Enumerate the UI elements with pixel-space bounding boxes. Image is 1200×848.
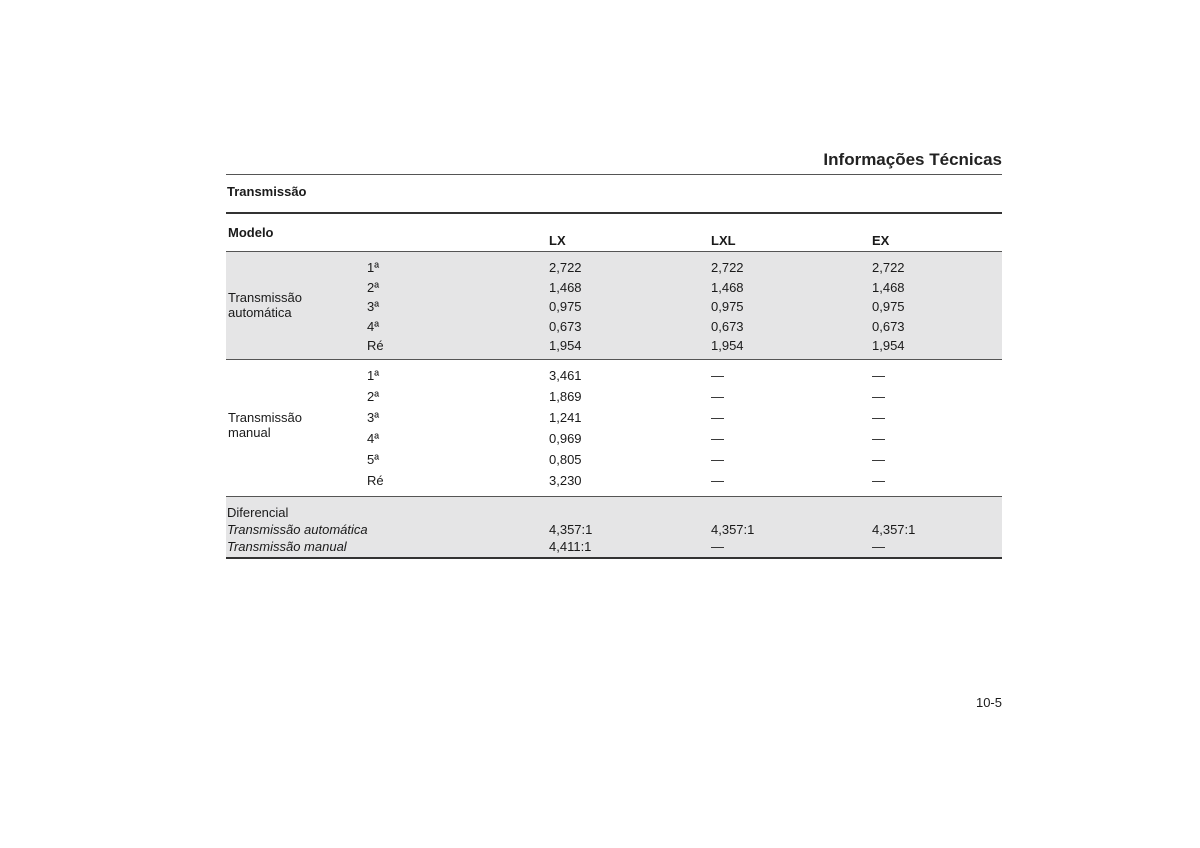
- manual-cell: 0,805: [549, 452, 582, 467]
- automatic-bottom-rule: [226, 359, 1002, 360]
- table-bottom-rule: [226, 557, 1002, 559]
- automatic-cell: 0,673: [872, 318, 905, 334]
- differential-row-label: Transmissão manual: [227, 539, 347, 554]
- manual-cell: 0,969: [549, 431, 582, 446]
- automatic-label-line2: automática: [228, 305, 292, 320]
- manual-cell: —: [711, 452, 724, 467]
- manual-cell: 3,230: [549, 473, 582, 488]
- differential-row-label: Transmissão automática: [227, 522, 368, 537]
- automatic-cell: 1,954: [872, 338, 905, 353]
- automatic-gear-label: 4ª: [367, 318, 380, 334]
- automatic-gear-label: 3ª: [367, 299, 380, 314]
- differential-cell: 4,357:1: [549, 522, 593, 537]
- automatic-cell: 1,468: [711, 279, 744, 295]
- differential-cell: 4,357:1: [872, 522, 916, 537]
- table-top-rule: [226, 212, 1002, 214]
- differential-cell: —: [872, 539, 885, 554]
- manual-cell: —: [872, 368, 885, 383]
- differential-label: Diferencial: [227, 505, 289, 520]
- column-header-ex: EX: [872, 233, 890, 248]
- header-rule: [226, 174, 1002, 175]
- automatic-cell: 1,468: [872, 279, 905, 295]
- automatic-cell: 1,954: [549, 338, 582, 353]
- automatic-cell: 0,673: [711, 318, 744, 334]
- page-number: 10-5: [975, 695, 1002, 710]
- page-header-title: Informações Técnicas: [823, 150, 1002, 169]
- section-title: Transmissão: [227, 184, 307, 199]
- automatic-gear-label: 1ª: [367, 260, 380, 275]
- manual-cell: —: [711, 431, 724, 446]
- differential-cell: 4,357:1: [711, 522, 755, 537]
- automatic-label-line1: Transmissão: [228, 290, 302, 305]
- manual-gear-label: 1ª: [367, 368, 380, 383]
- manual-gear-label: 4ª: [367, 431, 380, 446]
- automatic-gear-label: 2ª: [367, 279, 380, 295]
- manual-cell: —: [872, 452, 885, 467]
- automatic-cell: 2,722: [549, 260, 582, 275]
- automatic-cell: 2,722: [711, 260, 744, 275]
- automatic-cell: 0,673: [549, 318, 582, 334]
- automatic-cell: 1,468: [549, 279, 582, 295]
- manual-gear-label: 2ª: [367, 389, 380, 404]
- automatic-cell: 0,975: [549, 299, 582, 314]
- manual-cell: —: [711, 389, 724, 404]
- manual-label-line2: manual: [228, 425, 271, 440]
- automatic-cell: 2,722: [872, 260, 905, 275]
- manual-cell: —: [711, 368, 724, 383]
- differential-cell: 4,411:1: [549, 539, 592, 554]
- automatic-cell: 0,975: [872, 299, 905, 314]
- manual-gear-label: 3ª: [367, 410, 380, 425]
- automatic-gear-label: Ré: [367, 338, 384, 353]
- differential-cell: —: [711, 539, 724, 554]
- automatic-cell: 1,954: [711, 338, 744, 353]
- manual-cell: —: [711, 410, 724, 425]
- manual-cell: 1,869: [549, 389, 582, 404]
- automatic-cell: 0,975: [711, 299, 744, 314]
- manual-cell: 1,241: [549, 410, 582, 425]
- manual-cell: —: [872, 410, 885, 425]
- manual-label-line1: Transmissão: [228, 410, 302, 425]
- manual-cell: —: [872, 389, 885, 404]
- manual-gear-label: Ré: [367, 473, 384, 488]
- manual-cell: —: [711, 473, 724, 488]
- manual-gear-label: 5ª: [367, 452, 380, 467]
- manual-cell: 3,461: [549, 368, 582, 383]
- column-header-lxl: LXL: [711, 233, 736, 248]
- manual-cell: —: [872, 431, 885, 446]
- column-header-lx: LX: [549, 233, 566, 248]
- manual-cell: —: [872, 473, 885, 488]
- model-label: Modelo: [228, 225, 274, 240]
